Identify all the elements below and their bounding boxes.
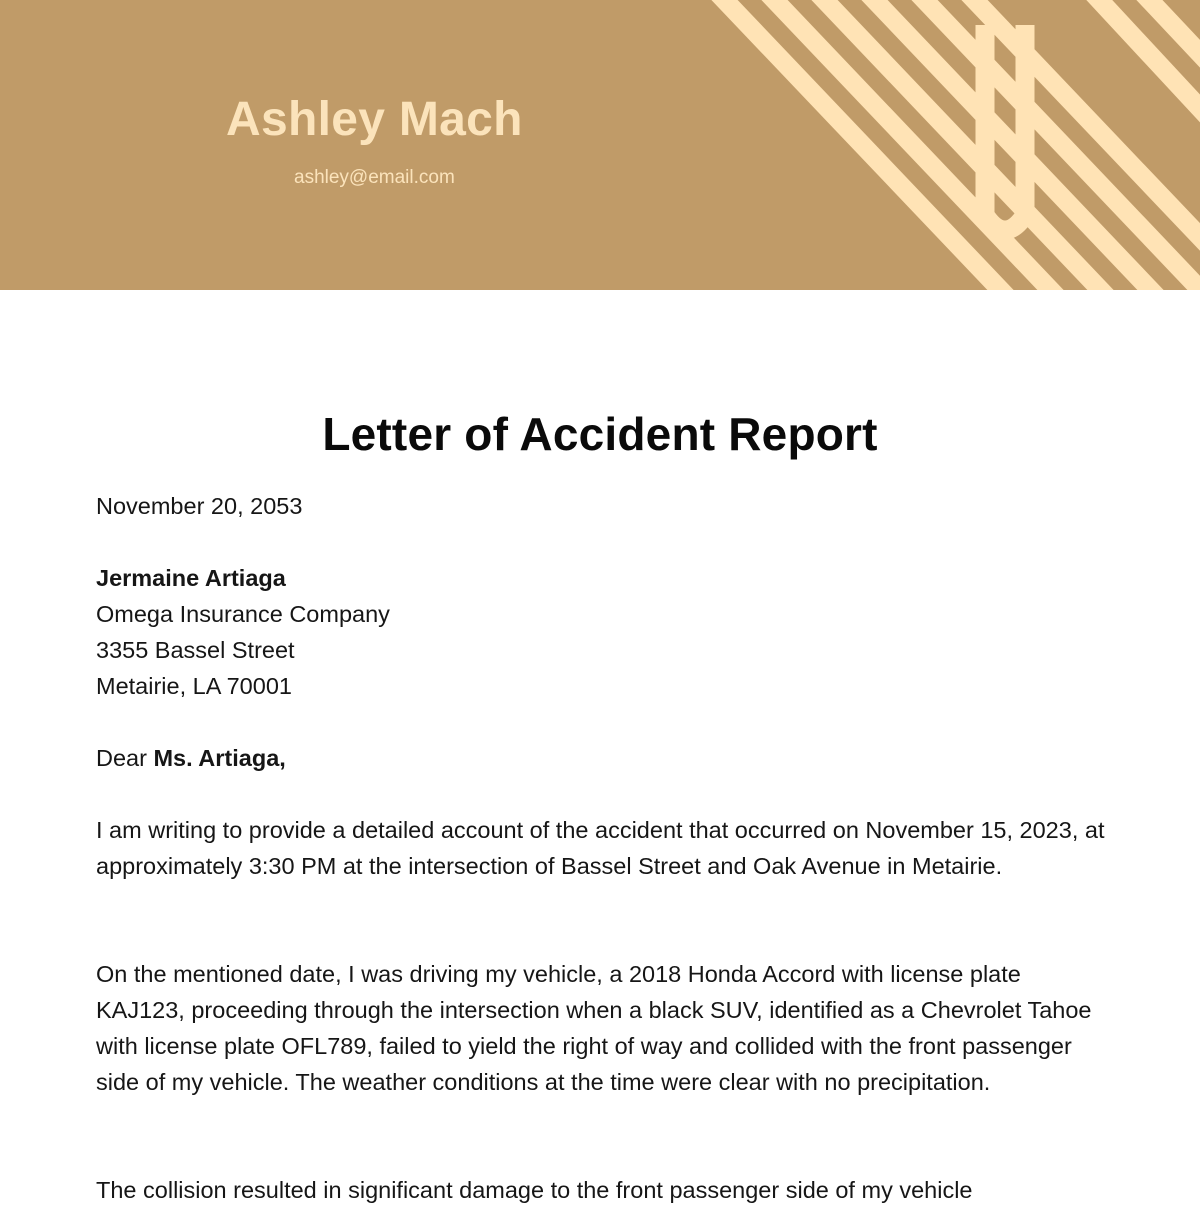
recipient-street: 3355 Bassel Street	[96, 637, 295, 663]
recipient-company: Omega Insurance Company	[96, 601, 390, 627]
recipient-city-state-zip: Metairie, LA 70001	[96, 673, 292, 699]
letter-date: November 20, 2053	[96, 493, 303, 519]
sender-name: Ashley Mach	[226, 93, 523, 146]
letterhead-banner	[0, 0, 1200, 290]
recipient-name: Jermaine Artiaga	[96, 565, 286, 591]
sender-email: ashley@email.com	[294, 167, 455, 188]
salutation	[96, 740, 1106, 776]
recipient-address-block	[96, 560, 1106, 704]
body-paragraph-2: On the mentioned date, I was driving my vehicle, a 2018 Honda Accord with license plate KAJ123, proceeding through the intersection when a black SUV, identified as a Chevrolet Tahoe with license plate OFL789, failed to yield the right of way and collided with the front passenger side of my vehicle. The weather conditions at the time were clear with no precipitation.	[96, 961, 1092, 1095]
salutation-prefix: Dear	[96, 745, 154, 771]
salutation-name: Ms. Artiaga,	[153, 745, 286, 771]
body-paragraph-1: I am writing to provide a detailed account of the accident that occurred on November 15, 2023, at approximately 3:30 PM at the intersection of Bassel Street and Oak Avenue in Metairie.	[96, 817, 1105, 879]
diagonal-stripes-decoration	[0, 0, 1200, 290]
body-paragraph-3: The collision resulted in significant damage to the front passenger side of my vehicle	[96, 1177, 973, 1203]
document-title: Letter of Accident Report	[322, 408, 878, 460]
